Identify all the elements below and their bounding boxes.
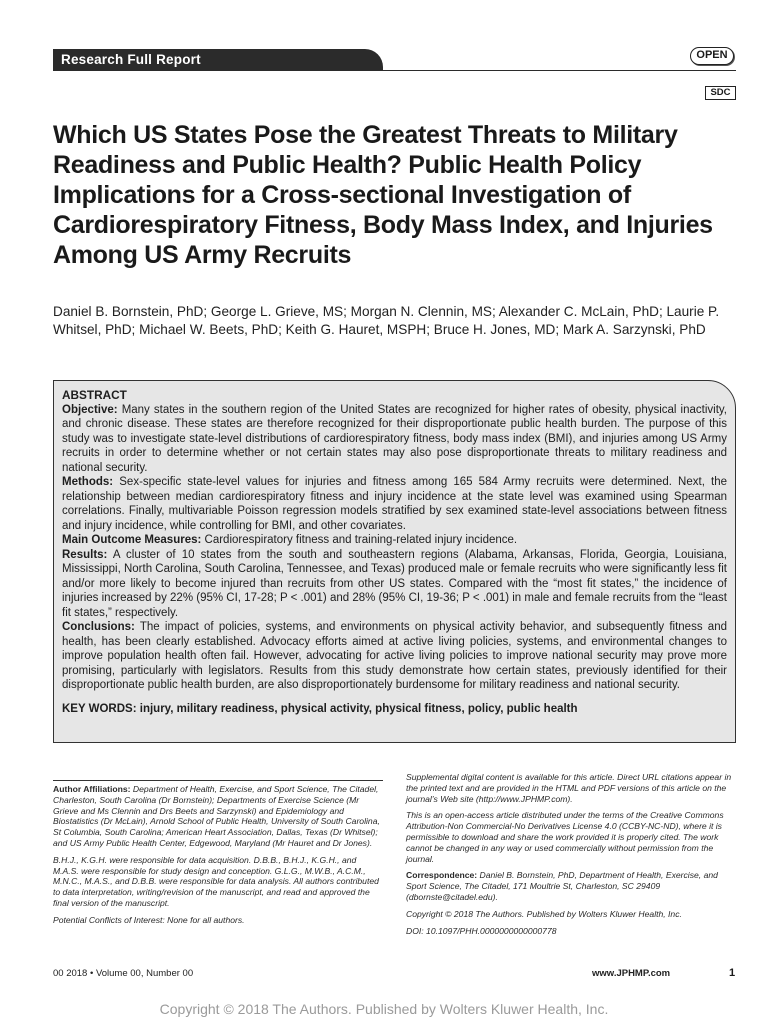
copyright-note: Copyright © 2018 The Authors. Published by Wolters Kluwer Health, Inc. [406,908,682,919]
keywords-label: KEY WORDS: [62,702,137,715]
author-contributions: B.H.J., K.G.H. were responsible for data acquisition. D.B.B., B.H.J., K.G.H., and M.A.S. were responsible for study design and conception. G.L.G., M.W.B., A.C.M., M.N.C., M.A.S., and D.B.B. were responsible for data analysis. All authors contributed to data interpretation, writing/revision of the manuscript, and read and approved the final version of the manuscript. [53,854,379,908]
open-badge-label: OPEN [696,49,728,61]
outcome-label: Main Outcome Measures: [62,534,202,546]
issue-info: 00 2018 • Volume 00, Number 00 [53,968,194,979]
author-affiliations [53,784,383,849]
correspondence-text: Daniel B. Bornstein, PhD, Department of Health, Exercise, and Sport Science, The Citadel, 171 Moultrie St, Charleston, SC 29409 (dbornste@citadel.edu). [406,870,718,902]
sdc-badge-label: SDC [710,87,731,98]
doi: DOI: 10.1097/PHH.0000000000000778 [406,925,557,936]
conclusions-label: Conclusions: [62,621,135,633]
article-title: Which US States Pose the Greatest Threats to Military Readiness and Public Health? Public Health Policy Implications for a Cross-sectional Investigation of Cardiorespiratory Fitness, Body Mass Index, and Injuries Among US Army Recruits [53,121,713,269]
correspondence [406,870,736,902]
author-list: Daniel B. Bornstein, PhD; George L. Grieve, MS; Morgan N. Clennin, MS; Alexander C. McLain, PhD; Laurie P. Whitsel, PhD; Michael W. Beets, PhD; Keith G. Hauret, MSPH; Bruce H. Jones, MD; Mark A. Sarzynski, PhD [53,304,720,337]
results-label: Results: [62,548,108,561]
bottom-copyright: Copyright © 2018 The Authors. Published by Wolters Kluwer Health, Inc. [159,1001,609,1017]
objective-text: Many states in the southern region of the United States are recognized for higher rates of obesity, physical inactivity, and chronic disease. These states are therefore recognized for their disproportionate public health burden. The purpose of this study was to investigate state-level distributions of cardiorespiratory fitness, body mass index (BMI), and injuries among US Army recruits in order to determine whether or not certain states may also pose disproportionate threats to military readiness and national security. [62,403,727,474]
abstract-keywords [62,702,727,717]
journal-url: www.JPHMP.com [592,968,671,979]
conflicts-of-interest: Potential Conflicts of Interest: None for all authors. [53,914,245,925]
section-banner [53,49,383,71]
affiliations-label: Author Affiliations: [53,784,131,794]
footnotes-left-column [53,780,383,932]
conclusions-text: The impact of policies, systems, and environments on physical activity behavior, and subsequently fitness and health, has been clearly established. Advocacy efforts aimed at active living policies, systems, and environmental changes to improve population health often fail. However, advocating for active living policies to improve national security may prove more promising, particularly with legislators. Results from this study demonstrate how certain states, previously identified for their disproportionate public health burden, are also disproportionately burdensome for military readiness and national security. [62,621,727,691]
abstract-outcome [62,533,727,548]
open-access-badge [690,47,734,65]
open-access-note: This is an open-access article distributed under the terms of the Creative Commons Attribution-Non Commercial-No Derivatives License 4.0 (CCBY-NC-ND), where it is permissible to download and share the work provided it is properly cited. The work cannot be changed in any way or used commercially without permission from the journal. [406,810,724,864]
abstract-methods [62,475,727,533]
supplemental-note: Supplemental digital content is available for this article. Direct URL citations appear in the printed text and are provided in the HTML and PDF versions of this article on the journal’s Web site (http://www.JPHMP.com). [406,772,732,804]
outcome-text: Cardiorespiratory fitness and training-related injury incidence. [204,534,518,546]
abstract-box [53,380,736,743]
header-rule [53,70,736,71]
results-text: A cluster of 10 states from the south and southeastern regions (Alabama, Arkansas, Florida, Georgia, Louisiana, Mississippi, North Carolina, South Carolina, Tennessee, and Texas) produced male or female recruits who were significantly less fit and/or more likely to become injured than recruits from other US states. Compared with the “most fit states,” the incidence of injuries increased by 22% (95% CI, 17-28; P < .001) and 28% (95% CI, 19-36; P < .001) in male and female recruits from the “least fit states,” respectively. [62,548,728,619]
objective-label: Objective: [62,403,118,416]
abstract-conclusions [62,620,727,693]
keywords-text: injury, military readiness, physical activity, physical fitness, policy, public health [139,702,578,715]
correspondence-label: Correspondence: [406,870,478,881]
footnotes-right-column [406,772,736,942]
methods-text: Sex-specific state-level values for injuries and fitness among 165 584 Army recruits were determined. Next, the relationship between median cardiorespiratory fitness and injury incidence at the state level was examined using Spearman correlations. Finally, multivariable Poisson regression models stratified by sex examined state-level associations between fitness and injury incidence, while controlling for BMI, and other covariates. [62,476,728,532]
abstract-heading: ABSTRACT [62,388,127,402]
page-number: 1 [729,967,736,979]
abstract-objective [62,403,727,476]
section-label: Research Full Report [61,52,201,67]
affiliations-text: Department of Health, Exercise, and Sport Science, The Citadel, Charleston, South Carolina (Dr Bornstein); Departments of Exercise Science (Mr Grieve and Ms Clennin and Drs Beets and Sarzynski) and Epidemiology and Biostatistics (Dr McLain), Arnold School of Public Health, University of South Carolina, St Columbia, South Carolina; American Heart Association, Dallas, Texas (Dr Whitsel); and US Army Public Health Center, Edgewood, Maryland (Mr Hauret and Dr Jones). [53,784,380,848]
sdc-badge [705,86,736,100]
abstract-results [62,548,727,621]
methods-label: Methods: [62,476,114,488]
